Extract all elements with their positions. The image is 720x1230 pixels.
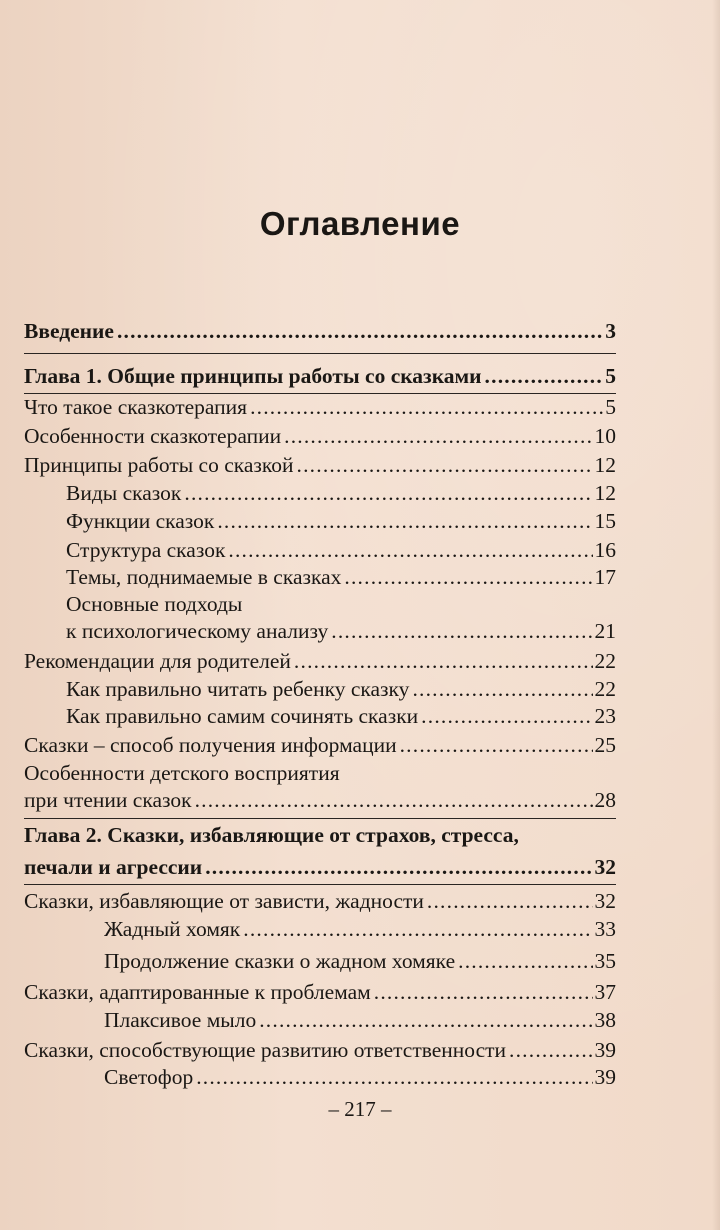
dot-leader [427,888,593,915]
toc-entry-page: 35 [594,949,616,973]
dot-leader [195,787,593,814]
page-number: – 217 – [328,1097,392,1121]
toc-entry-label: Глава 1. Общие принципы работы со сказками [24,364,482,388]
toc-entry-label: Сказки, способствующие развитию ответственности [24,1038,507,1062]
toc-entry-label: Продолжение сказки о жадном хомяке [104,949,456,973]
toc-entry-label: Особенности детского восприятия [24,761,340,785]
dot-leader [196,1064,592,1091]
dot-leader [243,916,592,943]
dot-leader [400,732,593,759]
toc-entry-page: 15 [594,509,616,533]
toc-entry-page: 5 [605,395,616,419]
section-divider [24,353,616,354]
toc-entry-label: Сказки, адаптированные к проблемам [24,980,371,1004]
toc-entry-page: 12 [594,453,616,477]
toc-entry-page: 16 [594,538,616,562]
toc-entry-page: 39 [594,1065,616,1089]
dot-leader [259,1007,592,1034]
toc-entry-label: Светофор [104,1065,194,1089]
toc-entry-page: 3 [605,319,616,343]
toc-entry-label: Сказки – способ получения информации [24,733,397,757]
toc-entry-label: Основные подходы [66,592,243,616]
toc-entry-page: 33 [594,917,616,941]
dot-leader [228,537,592,564]
toc-entry-label: Глава 2. Сказки, избавляющие от страхов, стресса, [24,823,519,847]
toc-entry-label: Функции сказок [66,509,215,533]
page-title: Оглавление [259,205,461,242]
toc-entry-label: Структура сказок [66,538,226,562]
section-divider [24,818,616,819]
toc-entry-page: 25 [594,733,616,757]
toc-entry-page: 38 [594,1008,616,1032]
section-divider [24,884,616,885]
dot-leader [421,703,592,730]
toc-entry-label: Жадный хомяк [104,917,241,941]
toc-entry-page: 39 [594,1038,616,1062]
toc-entry-label: Как правильно читать ребенку сказку [66,677,410,701]
toc-entry-page: 17 [594,565,616,589]
dot-leader [344,564,592,591]
toc-entry-page: 37 [594,980,616,1004]
dot-leader [117,318,603,345]
dot-leader [284,423,592,450]
dot-leader [485,363,604,390]
dot-leader [294,648,593,675]
dot-leader [250,394,603,421]
dot-leader [374,979,593,1006]
dot-leader [509,1037,592,1064]
dot-leader [458,948,592,975]
toc-entry-label: Принципы работы со сказкой [24,453,294,477]
toc-entry-label: Рекомендации для родителей [24,649,291,673]
toc-entry-label: Темы, поднимаемые в сказках [66,565,342,589]
toc-entry-page: 21 [594,619,616,643]
toc-entry-page: 12 [594,481,616,505]
toc-entry-page: 5 [605,364,616,388]
toc-entry-page: 32 [594,889,616,913]
dot-leader [184,480,592,507]
toc-entry-page: 22 [594,649,616,673]
toc-entry-page: 23 [594,704,616,728]
toc-entry-page: 28 [594,788,616,812]
toc-entry-label: Введение [24,319,114,343]
toc-entry-label: Особенности сказкотерапии [24,424,282,448]
toc-entry-label: Что такое сказкотерапия [24,395,248,419]
dot-leader [331,618,592,645]
toc-entry-label: печали и агрессии [24,855,203,879]
toc-entry-label: Сказки, избавляющие от зависти, жадности [24,889,424,913]
toc-entry-page: 22 [594,677,616,701]
toc-entry-label: к психологическому анализу [66,619,329,643]
dot-leader [297,452,593,479]
toc-entry-label: Плаксивое мыло [104,1008,257,1032]
toc-entry-label: при чтении сказок [24,788,192,812]
toc-entry-page: 10 [594,424,616,448]
dot-leader [205,854,592,881]
toc-entry-label: Как правильно самим сочинять сказки [66,704,419,728]
toc-entry-page: 32 [594,855,616,879]
dot-leader [412,676,592,703]
dot-leader [217,508,592,535]
toc-entry-label: Виды сказок [66,481,182,505]
